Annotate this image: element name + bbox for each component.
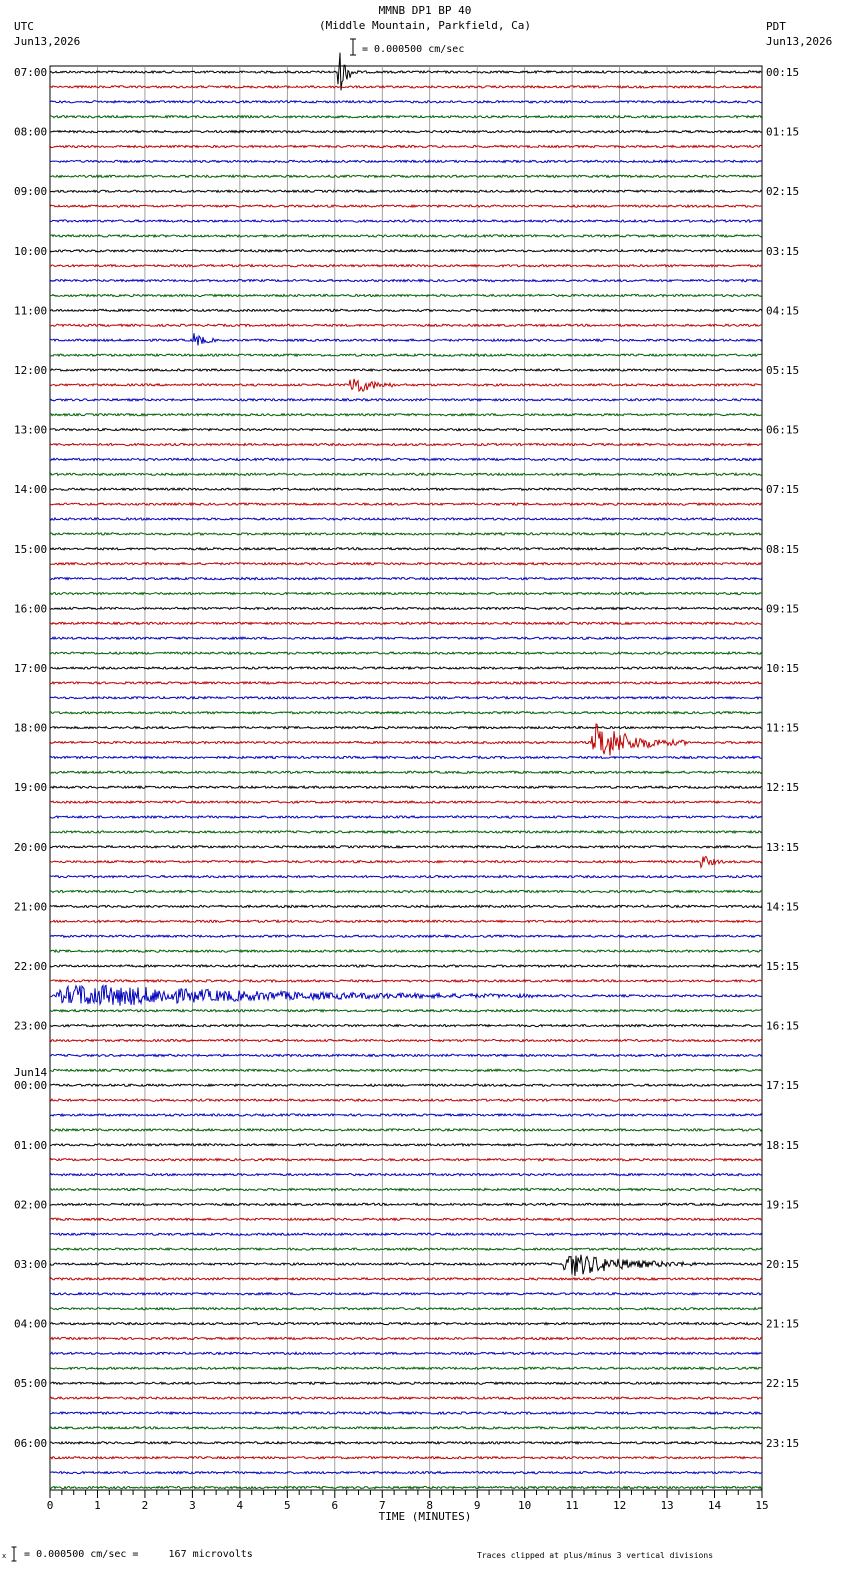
- seismic-trace: [50, 458, 762, 460]
- hour-label-utc: 02:00: [14, 1198, 48, 1212]
- seismic-trace: [50, 1457, 762, 1459]
- seismic-trace: [50, 548, 762, 550]
- seismic-trace: [50, 592, 762, 594]
- seismic-trace: [50, 1352, 762, 1354]
- hour-label-utc: 07:00: [14, 66, 48, 79]
- station-location: (Middle Mountain, Parkfield, Ca): [319, 19, 531, 32]
- seismic-trace: [50, 771, 762, 773]
- seismic-trace: [50, 324, 762, 326]
- hour-label-utc: 06:00: [14, 1436, 48, 1450]
- hour-label-pdt: 04:15: [766, 304, 800, 318]
- right-timezone: PDT: [766, 20, 786, 33]
- seismic-trace: [50, 488, 762, 490]
- seismic-trace: [50, 846, 762, 848]
- hour-label-pdt: 20:15: [766, 1258, 800, 1271]
- x-tick-label: 6: [331, 1499, 339, 1512]
- hour-label-pdt: 18:15: [766, 1138, 800, 1152]
- hour-label-pdt: 17:15: [766, 1079, 800, 1093]
- x-axis-label: TIME (MINUTES): [378, 1510, 472, 1523]
- seismic-trace: [50, 890, 762, 892]
- seismic-trace: [50, 1278, 762, 1280]
- hour-label-utc: 21:00: [14, 900, 48, 914]
- seismic-trace: [50, 950, 762, 952]
- x-tick-label: 9: [473, 1499, 481, 1512]
- seismic-trace: [50, 905, 762, 907]
- seismic-trace: [50, 1442, 762, 1444]
- seismic-trace: [50, 399, 762, 401]
- seismic-trace: [50, 1472, 762, 1474]
- seismic-trace: [50, 831, 762, 833]
- seismic-trace: [50, 1159, 762, 1161]
- seismic-trace: [50, 265, 762, 267]
- svg-text:x: x: [2, 1552, 7, 1560]
- seismic-trace: [50, 1308, 762, 1310]
- seismic-trace: [50, 250, 762, 252]
- seismic-trace: [50, 1427, 762, 1429]
- x-tick-label: 7: [378, 1499, 386, 1512]
- hour-label-pdt: 07:15: [766, 483, 800, 497]
- x-tick-label: 1: [94, 1499, 101, 1512]
- hour-label-pdt: 15:15: [766, 960, 800, 973]
- right-date: Jun13,2026: [766, 35, 833, 48]
- seismic-trace: [50, 53, 762, 91]
- hour-label-utc: 08:00: [14, 125, 48, 139]
- hour-label-pdt: 08:15: [766, 542, 800, 556]
- seismic-trace: [50, 965, 762, 967]
- seismic-trace: [50, 1218, 762, 1220]
- seismic-trace: [50, 622, 762, 624]
- seismic-trace: [50, 145, 762, 147]
- left-date: Jun13,2026: [14, 35, 81, 48]
- x-tick-label: 2: [141, 1499, 149, 1512]
- seismic-trace: [50, 1323, 762, 1325]
- seismic-trace: [50, 235, 762, 237]
- hour-label-utc: 13:00: [14, 423, 48, 437]
- hour-label-utc: 12:00: [14, 364, 48, 377]
- seismic-trace: [50, 857, 762, 868]
- seismic-trace: [50, 756, 762, 758]
- hour-label-pdt: 00:15: [766, 66, 800, 79]
- x-tick-label: 4: [236, 1499, 244, 1512]
- hour-label-utc: 10:00: [14, 244, 48, 258]
- hour-label-pdt: 23:15: [766, 1436, 800, 1450]
- seismic-trace: [50, 985, 762, 1005]
- seismic-trace: [50, 533, 762, 535]
- hour-label-utc: 00:00: [14, 1079, 48, 1093]
- seismic-trace: [50, 1174, 762, 1176]
- seismic-trace: [50, 1129, 762, 1131]
- hour-label-pdt: 11:15: [766, 721, 800, 735]
- seismic-trace: [50, 1025, 762, 1027]
- hour-label-pdt: 03:15: [766, 244, 800, 258]
- hour-label-utc: 15:00: [14, 542, 48, 556]
- seismic-trace: [50, 816, 762, 818]
- seismic-trace: [50, 637, 762, 639]
- seismic-trace: [50, 1069, 762, 1071]
- hour-label-utc: 17:00: [14, 662, 48, 675]
- x-tick-label: 5: [284, 1499, 291, 1512]
- x-tick-label: 10: [518, 1499, 532, 1512]
- hour-label-pdt: 13:15: [766, 840, 800, 854]
- hour-label-pdt: 01:15: [766, 125, 800, 139]
- seismic-trace: [50, 920, 762, 922]
- hour-label-pdt: 16:15: [766, 1019, 800, 1033]
- seismic-trace: [50, 712, 762, 714]
- hour-label-utc: 16:00: [14, 602, 48, 616]
- hour-label-utc: 22:00: [14, 960, 48, 973]
- seismic-trace: [50, 578, 762, 580]
- seismic-trace: [50, 503, 762, 505]
- seismic-trace: [50, 294, 762, 296]
- seismic-trace: [50, 980, 762, 982]
- hour-label-utc: 19:00: [14, 781, 48, 795]
- seismic-trace: [50, 429, 762, 431]
- chart-title: MMNB DP1 BP 40: [378, 4, 472, 17]
- hour-label-utc: 18:00: [14, 721, 48, 735]
- seismic-trace: [50, 1144, 762, 1146]
- seismic-trace: [50, 414, 762, 416]
- seismic-trace: [50, 116, 762, 118]
- seismic-trace: [50, 563, 762, 565]
- hour-label-pdt: 02:15: [766, 185, 800, 199]
- hour-label-utc: 01:00: [14, 1138, 48, 1152]
- seismic-trace: [50, 1397, 762, 1399]
- hour-label-utc: 14:00: [14, 483, 48, 497]
- seismic-trace: [50, 101, 762, 103]
- seismic-trace: [50, 1255, 762, 1276]
- hour-label-pdt: 19:15: [766, 1198, 800, 1212]
- seismic-trace: [50, 175, 762, 177]
- seismic-trace: [50, 220, 762, 222]
- scale-bar-small-icon: [2, 1546, 18, 1562]
- seismic-trace: [50, 801, 762, 803]
- clip-note: Traces clipped at plus/minus 3 vertical divisions: [477, 1551, 714, 1560]
- seismic-trace: [50, 727, 762, 729]
- seismic-trace: [50, 667, 762, 669]
- hour-label-utc: 04:00: [14, 1317, 48, 1331]
- seismic-trace: [50, 652, 762, 654]
- x-tick-label: 11: [565, 1499, 579, 1512]
- seismic-trace: [50, 473, 762, 475]
- seismic-trace: [50, 379, 762, 391]
- seismic-trace: [50, 697, 762, 699]
- seismic-trace: [50, 876, 762, 878]
- seismic-trace: [50, 1367, 762, 1369]
- date-change-label: Jun14: [14, 1066, 48, 1080]
- hour-label-utc: 03:00: [14, 1258, 48, 1271]
- seismic-trace: [50, 1337, 762, 1339]
- seismic-trace: [50, 682, 762, 684]
- x-tick-label: 14: [707, 1499, 722, 1512]
- seismic-trace: [50, 190, 762, 192]
- hour-label-utc: 11:00: [14, 304, 48, 318]
- x-tick-label: 3: [189, 1499, 196, 1512]
- seismic-trace: [50, 131, 762, 133]
- seismic-trace: [50, 1293, 762, 1295]
- x-tick-label: 13: [660, 1499, 674, 1512]
- seismic-trace: [50, 309, 762, 311]
- seismic-trace: [50, 354, 762, 356]
- x-tick-label: 8: [426, 1499, 434, 1512]
- seismic-trace: [50, 518, 762, 520]
- seismic-trace: [50, 607, 762, 609]
- seismic-trace: [50, 1486, 762, 1488]
- hour-label-pdt: 12:15: [766, 781, 800, 795]
- seismic-trace: [50, 443, 762, 445]
- seismic-trace: [50, 205, 762, 207]
- hour-label-pdt: 09:15: [766, 602, 800, 616]
- seismic-trace: [50, 1233, 762, 1235]
- seismic-trace: [50, 369, 762, 371]
- seismic-trace: [50, 1114, 762, 1116]
- seismic-trace: [50, 1054, 762, 1056]
- seismic-trace: [50, 280, 762, 282]
- seismic-trace: [50, 1084, 762, 1086]
- seismic-trace: [50, 1010, 762, 1012]
- hour-label-pdt: 05:15: [766, 364, 800, 377]
- seismic-trace: [50, 786, 762, 788]
- seismic-trace: [50, 333, 762, 345]
- seismic-trace: [50, 1099, 762, 1101]
- seismic-trace: [50, 86, 762, 88]
- seismic-trace: [50, 1382, 762, 1384]
- x-tick-label: 12: [612, 1499, 627, 1512]
- seismic-trace: [50, 1039, 762, 1041]
- seismic-trace: [50, 935, 762, 937]
- left-timezone: UTC: [14, 20, 34, 33]
- seismic-trace: [50, 1248, 762, 1250]
- hour-label-pdt: 14:15: [766, 900, 800, 914]
- footer-scale: [2, 1546, 253, 1562]
- hour-label-utc: 05:00: [14, 1377, 48, 1391]
- x-tick-label: 0: [46, 1499, 54, 1512]
- seismic-trace: [50, 1412, 762, 1414]
- x-tick-label: 15: [755, 1499, 769, 1512]
- scale-label: = 0.000500 cm/sec: [362, 44, 465, 55]
- seismic-trace: [50, 1188, 762, 1190]
- hour-label-pdt: 21:15: [766, 1317, 800, 1331]
- hour-label-utc: 23:00: [14, 1019, 48, 1033]
- footer-scale-text: = 0.000500 cm/sec = 167 microvolts: [24, 1549, 253, 1560]
- hour-label-pdt: 22:15: [766, 1377, 800, 1391]
- hour-label-utc: 20:00: [14, 840, 48, 854]
- hour-label-pdt: 06:15: [766, 423, 800, 437]
- hour-label-pdt: 10:15: [766, 662, 800, 675]
- seismic-trace: [50, 160, 762, 162]
- hour-label-utc: 09:00: [14, 185, 48, 199]
- seismic-trace: [50, 1203, 762, 1205]
